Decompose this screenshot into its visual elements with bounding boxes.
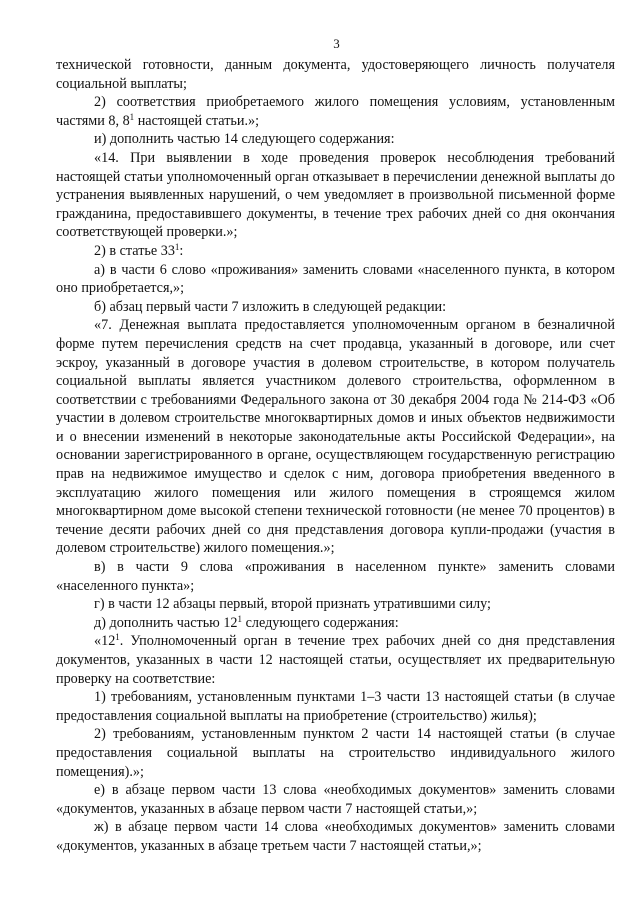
page-number: 3 — [333, 36, 340, 51]
document-body — [56, 56, 615, 856]
paragraph — [56, 595, 615, 614]
paragraph-text: «14. При выявлении в ходе проведения проверок несоблюдения требований настоящей статьи уполномоченный орган отказывает в перечислении денежной выплаты до устранения выявленных нарушений, о чем уведомляет в произвольной письменной форме гражданина, предоставившего документы, в течение трех рабочих дней со дня окончания соответствующей проверки.»; — [56, 149, 615, 241]
paragraph — [56, 130, 615, 149]
paragraph-text: : — [179, 242, 184, 259]
paragraph-text: технической готовности, данным документа, удостоверяющего личность получателя социальной выплаты; — [56, 57, 615, 92]
paragraph-text: а) в части 6 слово «проживания» заменить словами «населенного пункта, в котором оно приобретается,»; — [56, 261, 615, 297]
superscript: 1 — [174, 241, 180, 252]
paragraph-text: «7. Денежная выплата предоставляется уполномоченным органом в безналичной форме путем перечисления средств на счет продавца, указанный в договоре, или счет эскроу, указанный в договоре участия в долевом строительстве, в котором получатель социальной выплаты является участником долевого строительства, оформленном в соответствии с требованиями Федерального закона от 30 декабря 2004 года № 214-ФЗ «Об участии в долевом строительстве многоквартирных домов и иных объектов недвижимости и о внесении изменений в некоторые законодательные акты Российской Федерации», на основании зарегистрированного в органе, осуществляющем государственную регистрацию прав на недвижимое имущество и сделок с ним, договора приобретения введенного в эксплуатацию жилого помещения или жилого помещения в строящемся жилом многоквартирном доме высокой степени технической готовности (не менее 70 процентов) в течение десяти рабочих дней со дня представления договора купли-продажи (участия в долевом строительстве) жилого помещения.»; — [56, 317, 615, 557]
paragraph — [56, 316, 615, 558]
paragraph-text: д) дополнить частью 12 — [94, 614, 238, 631]
paragraph — [56, 725, 615, 781]
paragraph-text: ж) в абзаце первом части 14 слова «необходимых документов» заменить словами «документов, указанных в абзаце третьем части 7 настоящей статьи,»; — [56, 819, 615, 854]
paragraph — [56, 242, 615, 261]
paragraph-text: 2) требованиям, установленным пунктом 2 части 14 настоящей статьи (в случае предоставления социальной выплаты на строительство индивидуального жилого помещения).»; — [56, 726, 615, 780]
paragraph — [56, 56, 615, 93]
paragraph — [56, 261, 615, 298]
paragraph-text: 2) в статье 33 — [94, 242, 175, 259]
superscript: 1 — [129, 111, 135, 122]
paragraph-text: в) в части 9 слова «проживания в населенном пункте» заменить словами «населенного пункта»; — [56, 559, 615, 594]
paragraph — [56, 298, 615, 317]
paragraph-text: «12 — [94, 633, 116, 650]
paragraph-text: 2) соответствия приобретаемого жилого помещения условиям, установленным частями 8, 8 — [56, 94, 615, 129]
paragraph — [56, 614, 615, 633]
paragraph — [56, 781, 615, 818]
paragraph — [56, 149, 615, 242]
paragraph — [56, 688, 615, 725]
paragraph — [56, 818, 615, 855]
paragraph-text: е) в абзаце первом части 13 слова «необходимых документов» заменить словами «документов, указанных в абзаце первом части 7 настоящей статьи,»; — [56, 782, 615, 817]
paragraph-text: 1) требованиям, установленным пунктами 1–3 части 13 настоящей статьи (в случае предоставления социальной выплаты на приобретение (строительство) жилья); — [56, 689, 615, 724]
paragraph-text: следующего содержания: — [242, 614, 399, 631]
paragraph-text: б) абзац первый части 7 изложить в следующей редакции: — [94, 298, 447, 315]
paragraph — [56, 93, 615, 130]
paragraph-text: и) дополнить частью 14 следующего содержания: — [94, 131, 395, 148]
paragraph-text: . Уполномоченный орган в течение трех рабочих дней со дня представления документов, указанных в части 12 настоящей статьи, осуществляет их предварительную проверку на соответствие: — [56, 633, 615, 687]
paragraph — [56, 632, 615, 688]
paragraph — [56, 558, 615, 595]
paragraph-text: г) в части 12 абзацы первый, второй признать утратившими силу; — [94, 596, 491, 613]
superscript: 1 — [115, 632, 120, 643]
paragraph-text: настоящей статьи.»; — [134, 112, 260, 129]
superscript: 1 — [237, 613, 243, 624]
